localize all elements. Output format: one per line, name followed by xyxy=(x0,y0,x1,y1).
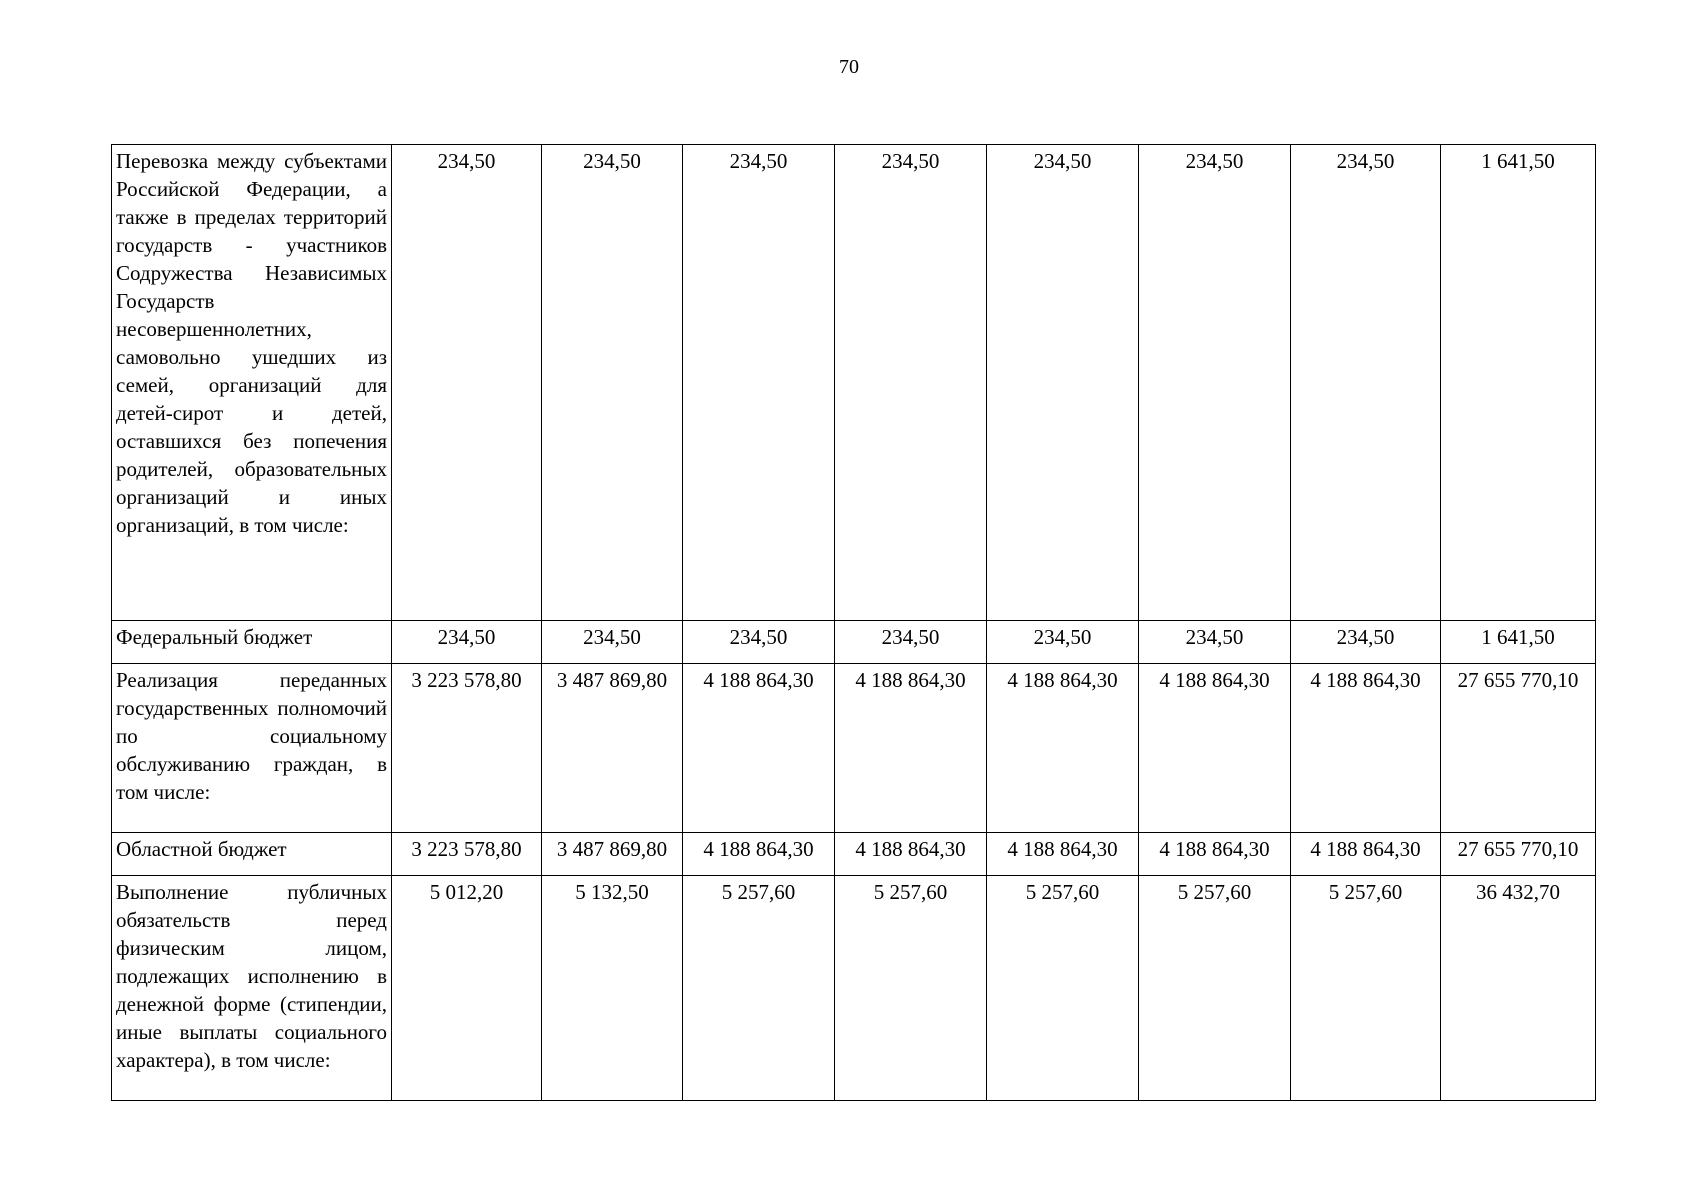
value-cell: 234,50 xyxy=(835,621,987,664)
table-row xyxy=(112,621,1596,664)
value-cell: 4 188 864,30 xyxy=(1291,833,1441,876)
value-cell: 4 188 864,30 xyxy=(987,833,1139,876)
value-cell: 5 257,60 xyxy=(835,876,987,1101)
value-cell: 4 188 864,30 xyxy=(835,664,987,833)
total-cell: 1 641,50 xyxy=(1441,621,1596,664)
value-cell: 3 487 869,80 xyxy=(542,833,683,876)
value-cell: 234,50 xyxy=(987,145,1139,621)
value-cell: 234,50 xyxy=(542,621,683,664)
value-cell: 234,50 xyxy=(987,621,1139,664)
value-cell: 4 188 864,30 xyxy=(1139,664,1291,833)
value-cell: 4 188 864,30 xyxy=(987,664,1139,833)
value-cell: 234,50 xyxy=(392,621,542,664)
value-cell: 4 188 864,30 xyxy=(683,664,835,833)
total-cell: 36 432,70 xyxy=(1441,876,1596,1101)
value-cell: 234,50 xyxy=(542,145,683,621)
value-cell: 3 223 578,80 xyxy=(392,833,542,876)
value-cell: 4 188 864,30 xyxy=(835,833,987,876)
page-number: 70 xyxy=(839,56,859,78)
value-cell: 4 188 864,30 xyxy=(683,833,835,876)
table-row xyxy=(112,145,1596,621)
row-label: Реализация переданных государственных полномочий по социальному обслуживанию граждан, в том числе: xyxy=(112,664,392,833)
value-cell: 4 188 864,30 xyxy=(1291,664,1441,833)
value-cell: 234,50 xyxy=(392,145,542,621)
value-cell: 5 132,50 xyxy=(542,876,683,1101)
row-label: Выполнение публичных обязательств перед физическим лицом, подлежащих исполнению в денежной форме (стипендии, иные выплаты социального характера), в том числе: xyxy=(112,876,392,1101)
total-cell: 27 655 770,10 xyxy=(1441,833,1596,876)
value-cell: 5 257,60 xyxy=(683,876,835,1101)
value-cell: 5 257,60 xyxy=(1291,876,1441,1101)
value-cell: 5 012,20 xyxy=(392,876,542,1101)
value-cell: 234,50 xyxy=(1139,621,1291,664)
total-cell: 1 641,50 xyxy=(1441,145,1596,621)
value-cell: 234,50 xyxy=(1139,145,1291,621)
value-cell: 3 223 578,80 xyxy=(392,664,542,833)
total-cell: 27 655 770,10 xyxy=(1441,664,1596,833)
value-cell: 5 257,60 xyxy=(987,876,1139,1101)
table-row xyxy=(112,833,1596,876)
value-cell: 234,50 xyxy=(683,145,835,621)
row-label: Федеральный бюджет xyxy=(112,621,392,664)
value-cell: 4 188 864,30 xyxy=(1139,833,1291,876)
row-label: Перевозка между субъектами Российской Федерации, а также в пределах территорий государств - участников Содружества Независимых Государств несовершеннолетних, самовольно ушедших из семей, организаций для детей-сирот и детей, оставшихся без попечения родителей, образовательных организаций и иных организаций, в том числе: xyxy=(112,145,392,621)
table-row xyxy=(112,876,1596,1101)
value-cell: 234,50 xyxy=(1291,621,1441,664)
value-cell: 234,50 xyxy=(683,621,835,664)
row-label: Областной бюджет xyxy=(112,833,392,876)
value-cell: 234,50 xyxy=(1291,145,1441,621)
value-cell: 3 487 869,80 xyxy=(542,664,683,833)
budget-table xyxy=(111,144,1596,1101)
value-cell: 234,50 xyxy=(835,145,987,621)
table-row xyxy=(112,664,1596,833)
value-cell: 5 257,60 xyxy=(1139,876,1291,1101)
